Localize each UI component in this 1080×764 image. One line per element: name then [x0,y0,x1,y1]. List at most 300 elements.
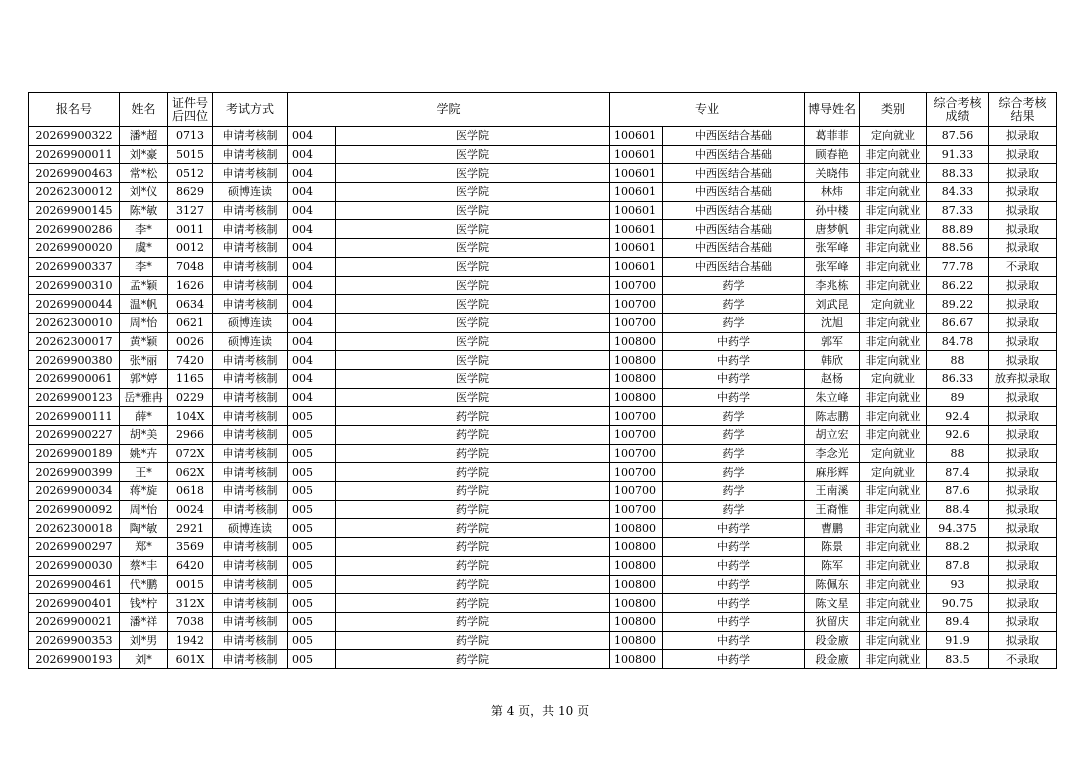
college-name-cell: 医学院 [336,239,610,258]
major-code-cell: 100601 [610,220,663,239]
id-last4-cell: 6420 [168,556,213,575]
supervisor-cell: 段金廒 [805,631,860,650]
name-cell: 刘*豪 [120,145,168,164]
major-name-cell: 药学 [663,426,805,445]
college-code-cell: 004 [288,313,336,332]
registration-no-cell: 20269900401 [29,594,120,613]
major-code-cell: 100700 [610,295,663,314]
category-cell: 非定向就业 [860,407,927,426]
category-cell: 定向就业 [860,127,927,146]
college-name-cell: 医学院 [336,220,610,239]
score-cell: 87.6 [927,482,989,501]
major-name-cell: 药学 [663,295,805,314]
name-cell: 虞* [120,239,168,258]
id-last4-cell: 1165 [168,369,213,388]
category-cell: 非定向就业 [860,220,927,239]
score-cell: 88.4 [927,500,989,519]
supervisor-cell: 刘武昆 [805,295,860,314]
supervisor-cell: 曹鹏 [805,519,860,538]
table-row [29,631,1057,650]
name-cell: 郭*婷 [120,369,168,388]
college-code-cell: 004 [288,145,336,164]
name-cell: 钱*柠 [120,594,168,613]
college-name-cell: 医学院 [336,145,610,164]
name-cell: 陶*敏 [120,519,168,538]
category-cell: 非定向就业 [860,351,927,370]
category-cell: 非定向就业 [860,239,927,258]
major-code-cell: 100800 [610,594,663,613]
supervisor-cell: 陈文星 [805,594,860,613]
table-row [29,500,1057,519]
exam-method-cell: 申请考核制 [213,351,288,370]
name-cell: 李* [120,220,168,239]
category-cell: 非定向就业 [860,575,927,594]
table-row [29,407,1057,426]
category-cell: 非定向就业 [860,519,927,538]
category-cell: 非定向就业 [860,257,927,276]
exam-method-cell: 申请考核制 [213,407,288,426]
registration-no-cell: 20269900020 [29,239,120,258]
category-cell: 定向就业 [860,463,927,482]
exam-method-cell: 申请考核制 [213,127,288,146]
id-last4-cell: 8629 [168,183,213,202]
exam-method-cell: 硕博连读 [213,183,288,202]
header-category: 类别 [860,93,927,127]
college-code-cell: 005 [288,407,336,426]
major-code-cell: 100601 [610,183,663,202]
table-row [29,145,1057,164]
result-cell: 拟录取 [989,444,1057,463]
score-cell: 94.375 [927,519,989,538]
college-code-cell: 004 [288,332,336,351]
college-name-cell: 药学院 [336,556,610,575]
major-name-cell: 中药学 [663,631,805,650]
exam-method-cell: 申请考核制 [213,426,288,445]
college-code-cell: 004 [288,257,336,276]
category-cell: 非定向就业 [860,500,927,519]
table-row [29,444,1057,463]
category-cell: 非定向就业 [860,183,927,202]
major-name-cell: 药学 [663,482,805,501]
name-cell: 黄*颖 [120,332,168,351]
result-cell: 放弃拟录取 [989,369,1057,388]
registration-no-cell: 20269900030 [29,556,120,575]
major-code-cell: 100700 [610,276,663,295]
category-cell: 非定向就业 [860,201,927,220]
name-cell: 王* [120,463,168,482]
college-code-cell: 004 [288,164,336,183]
college-code-cell: 004 [288,388,336,407]
exam-method-cell: 硕博连读 [213,332,288,351]
major-code-cell: 100800 [610,388,663,407]
result-cell: 拟录取 [989,594,1057,613]
supervisor-cell: 唐梦帆 [805,220,860,239]
header-name: 姓名 [120,93,168,127]
college-code-cell: 005 [288,556,336,575]
category-cell: 非定向就业 [860,164,927,183]
college-name-cell: 医学院 [336,201,610,220]
exam-method-cell: 硕博连读 [213,313,288,332]
college-name-cell: 药学院 [336,612,610,631]
id-last4-cell: 062X [168,463,213,482]
registration-no-cell: 20262300018 [29,519,120,538]
result-cell: 拟录取 [989,482,1057,501]
id-last4-cell: 1942 [168,631,213,650]
result-cell: 拟录取 [989,127,1057,146]
major-name-cell: 药学 [663,500,805,519]
college-name-cell: 医学院 [336,351,610,370]
name-cell: 胡*美 [120,426,168,445]
registration-no-cell: 20262300012 [29,183,120,202]
category-cell: 非定向就业 [860,650,927,669]
major-code-cell: 100601 [610,127,663,146]
score-cell: 88 [927,351,989,370]
score-cell: 87.4 [927,463,989,482]
major-name-cell: 中西医结合基础 [663,239,805,258]
id-last4-cell: 0015 [168,575,213,594]
table-row [29,388,1057,407]
registration-no-cell: 20269900145 [29,201,120,220]
major-code-cell: 100700 [610,482,663,501]
score-cell: 87.33 [927,201,989,220]
major-code-cell: 100700 [610,444,663,463]
supervisor-cell: 朱立峰 [805,388,860,407]
category-cell: 非定向就业 [860,388,927,407]
name-cell: 蔡*丰 [120,556,168,575]
category-cell: 非定向就业 [860,594,927,613]
id-last4-cell: 0229 [168,388,213,407]
major-name-cell: 中药学 [663,369,805,388]
table-row [29,426,1057,445]
id-last4-cell: 0026 [168,332,213,351]
table-row [29,369,1057,388]
score-cell: 91.33 [927,145,989,164]
college-code-cell: 005 [288,519,336,538]
exam-method-cell: 申请考核制 [213,612,288,631]
result-cell: 拟录取 [989,463,1057,482]
category-cell: 非定向就业 [860,631,927,650]
id-last4-cell: 0512 [168,164,213,183]
id-last4-cell: 0618 [168,482,213,501]
major-name-cell: 药学 [663,463,805,482]
college-code-cell: 005 [288,650,336,669]
major-name-cell: 中西医结合基础 [663,183,805,202]
result-cell: 拟录取 [989,538,1057,557]
table-body [29,127,1057,669]
score-cell: 88 [927,444,989,463]
table-row [29,538,1057,557]
college-name-cell: 药学院 [336,519,610,538]
college-name-cell: 药学院 [336,444,610,463]
major-name-cell: 中药学 [663,332,805,351]
major-name-cell: 中药学 [663,575,805,594]
college-code-cell: 004 [288,183,336,202]
college-code-cell: 005 [288,575,336,594]
score-cell: 89.22 [927,295,989,314]
registration-no-cell: 20269900021 [29,612,120,631]
supervisor-cell: 林炜 [805,183,860,202]
category-cell: 非定向就业 [860,276,927,295]
supervisor-cell: 郭军 [805,332,860,351]
header-score: 综合考核 成绩 [927,93,989,127]
registration-no-cell: 20262300010 [29,313,120,332]
name-cell: 姚*卉 [120,444,168,463]
major-code-cell: 100800 [610,612,663,631]
id-last4-cell: 3127 [168,201,213,220]
id-last4-cell: 0024 [168,500,213,519]
result-cell: 拟录取 [989,239,1057,258]
score-cell: 92.6 [927,426,989,445]
header-major: 专业 [610,93,805,127]
exam-method-cell: 申请考核制 [213,201,288,220]
college-code-cell: 004 [288,351,336,370]
table-row [29,220,1057,239]
table-row [29,201,1057,220]
college-name-cell: 医学院 [336,164,610,183]
table-row [29,612,1057,631]
table-row [29,519,1057,538]
header-registration-no: 报名号 [29,93,120,127]
registration-no-cell: 20269900111 [29,407,120,426]
major-name-cell: 药学 [663,313,805,332]
major-name-cell: 中西医结合基础 [663,201,805,220]
college-name-cell: 医学院 [336,257,610,276]
registration-no-cell: 20269900034 [29,482,120,501]
result-cell: 拟录取 [989,388,1057,407]
result-cell: 拟录取 [989,332,1057,351]
college-code-cell: 005 [288,631,336,650]
college-code-cell: 005 [288,594,336,613]
supervisor-cell: 陈佩东 [805,575,860,594]
college-name-cell: 药学院 [336,594,610,613]
table-row [29,127,1057,146]
exam-method-cell: 申请考核制 [213,388,288,407]
id-last4-cell: 2966 [168,426,213,445]
supervisor-cell: 陈景 [805,538,860,557]
header-exam-method: 考试方式 [213,93,288,127]
college-code-cell: 005 [288,426,336,445]
registration-no-cell: 20269900337 [29,257,120,276]
major-name-cell: 中药学 [663,538,805,557]
score-cell: 91.9 [927,631,989,650]
college-name-cell: 药学院 [336,407,610,426]
result-cell: 拟录取 [989,201,1057,220]
table-row [29,650,1057,669]
exam-method-cell: 申请考核制 [213,575,288,594]
college-name-cell: 药学院 [336,482,610,501]
college-code-cell: 004 [288,220,336,239]
id-last4-cell: 104X [168,407,213,426]
exam-method-cell: 申请考核制 [213,482,288,501]
page-footer: 第 4 页，共 10 页 [490,704,590,718]
header-supervisor: 博导姓名 [805,93,860,127]
result-cell: 拟录取 [989,500,1057,519]
registration-no-cell: 20269900044 [29,295,120,314]
supervisor-cell: 关晓伟 [805,164,860,183]
table-row [29,351,1057,370]
major-code-cell: 100800 [610,631,663,650]
id-last4-cell: 0634 [168,295,213,314]
college-code-cell: 005 [288,612,336,631]
major-code-cell: 100800 [610,351,663,370]
supervisor-cell: 狄留庆 [805,612,860,631]
major-code-cell: 100800 [610,575,663,594]
registration-no-cell: 20269900322 [29,127,120,146]
name-cell: 张*丽 [120,351,168,370]
category-cell: 非定向就业 [860,426,927,445]
major-name-cell: 中药学 [663,594,805,613]
category-cell: 定向就业 [860,295,927,314]
category-cell: 非定向就业 [860,482,927,501]
result-cell: 拟录取 [989,351,1057,370]
registration-no-cell: 20269900297 [29,538,120,557]
table-row [29,276,1057,295]
registration-no-cell: 20269900193 [29,650,120,669]
name-cell: 周*怡 [120,313,168,332]
supervisor-cell: 沈旭 [805,313,860,332]
score-cell: 77.78 [927,257,989,276]
major-code-cell: 100601 [610,164,663,183]
result-cell: 拟录取 [989,575,1057,594]
supervisor-cell: 王南溪 [805,482,860,501]
college-name-cell: 医学院 [336,127,610,146]
supervisor-cell: 张军峰 [805,239,860,258]
exam-method-cell: 申请考核制 [213,239,288,258]
category-cell: 非定向就业 [860,556,927,575]
category-cell: 非定向就业 [860,145,927,164]
major-code-cell: 100700 [610,313,663,332]
name-cell: 潘*超 [120,127,168,146]
name-cell: 岳*雅冉 [120,388,168,407]
college-name-cell: 药学院 [336,631,610,650]
exam-method-cell: 申请考核制 [213,538,288,557]
college-name-cell: 医学院 [336,295,610,314]
college-code-cell: 005 [288,482,336,501]
score-cell: 87.56 [927,127,989,146]
major-name-cell: 中药学 [663,612,805,631]
score-cell: 89 [927,388,989,407]
name-cell: 周*怡 [120,500,168,519]
table-header-row [29,93,1057,127]
exam-method-cell: 硕博连读 [213,519,288,538]
college-name-cell: 医学院 [336,183,610,202]
registration-no-cell: 20269900353 [29,631,120,650]
name-cell: 孟*颖 [120,276,168,295]
category-cell: 非定向就业 [860,332,927,351]
id-last4-cell: 601X [168,650,213,669]
major-name-cell: 中药学 [663,650,805,669]
header-id-last4: 证件号 后四位 [168,93,213,127]
score-cell: 88.56 [927,239,989,258]
result-cell: 拟录取 [989,164,1057,183]
category-cell: 定向就业 [860,444,927,463]
registration-no-cell: 20269900286 [29,220,120,239]
result-cell: 拟录取 [989,426,1057,445]
name-cell: 潘*祥 [120,612,168,631]
supervisor-cell: 王裔惟 [805,500,860,519]
supervisor-cell: 李兆栋 [805,276,860,295]
score-cell: 90.75 [927,594,989,613]
score-cell: 92.4 [927,407,989,426]
id-last4-cell: 5015 [168,145,213,164]
id-last4-cell: 7048 [168,257,213,276]
major-code-cell: 100601 [610,239,663,258]
result-cell: 拟录取 [989,145,1057,164]
table-row [29,482,1057,501]
major-code-cell: 100700 [610,500,663,519]
major-name-cell: 中药学 [663,351,805,370]
college-name-cell: 药学院 [336,650,610,669]
college-code-cell: 004 [288,127,336,146]
major-code-cell: 100601 [610,201,663,220]
registration-no-cell: 20269900011 [29,145,120,164]
name-cell: 刘*男 [120,631,168,650]
supervisor-cell: 葛菲菲 [805,127,860,146]
major-code-cell: 100601 [610,145,663,164]
college-name-cell: 医学院 [336,388,610,407]
result-cell: 拟录取 [989,295,1057,314]
exam-method-cell: 申请考核制 [213,220,288,239]
college-name-cell: 医学院 [336,369,610,388]
college-name-cell: 药学院 [336,463,610,482]
id-last4-cell: 312X [168,594,213,613]
exam-method-cell: 申请考核制 [213,631,288,650]
supervisor-cell: 胡立宏 [805,426,860,445]
exam-method-cell: 申请考核制 [213,164,288,183]
supervisor-cell: 张军峰 [805,257,860,276]
college-name-cell: 医学院 [336,276,610,295]
name-cell: 李* [120,257,168,276]
major-code-cell: 100800 [610,332,663,351]
id-last4-cell: 7038 [168,612,213,631]
name-cell: 郑* [120,538,168,557]
registration-no-cell: 20262300017 [29,332,120,351]
score-cell: 88.2 [927,538,989,557]
score-cell: 87.8 [927,556,989,575]
registration-no-cell: 20269900380 [29,351,120,370]
table-row [29,313,1057,332]
id-last4-cell: 0012 [168,239,213,258]
id-last4-cell: 3569 [168,538,213,557]
result-cell: 拟录取 [989,313,1057,332]
supervisor-cell: 麻彤辉 [805,463,860,482]
major-name-cell: 药学 [663,276,805,295]
college-code-cell: 005 [288,500,336,519]
college-name-cell: 药学院 [336,575,610,594]
major-name-cell: 中西医结合基础 [663,257,805,276]
name-cell: 薛* [120,407,168,426]
id-last4-cell: 0621 [168,313,213,332]
major-code-cell: 100800 [610,538,663,557]
registration-no-cell: 20269900310 [29,276,120,295]
score-cell: 86.67 [927,313,989,332]
table-row [29,295,1057,314]
result-cell: 拟录取 [989,631,1057,650]
exam-method-cell: 申请考核制 [213,444,288,463]
supervisor-cell: 孙中楼 [805,201,860,220]
college-code-cell: 004 [288,295,336,314]
name-cell: 刘* [120,650,168,669]
score-cell: 86.22 [927,276,989,295]
id-last4-cell: 072X [168,444,213,463]
score-cell: 84.78 [927,332,989,351]
table-row [29,257,1057,276]
supervisor-cell: 李念光 [805,444,860,463]
supervisor-cell: 陈志鹏 [805,407,860,426]
major-name-cell: 中西医结合基础 [663,127,805,146]
header-result: 综合考核 结果 [989,93,1057,127]
major-name-cell: 药学 [663,444,805,463]
